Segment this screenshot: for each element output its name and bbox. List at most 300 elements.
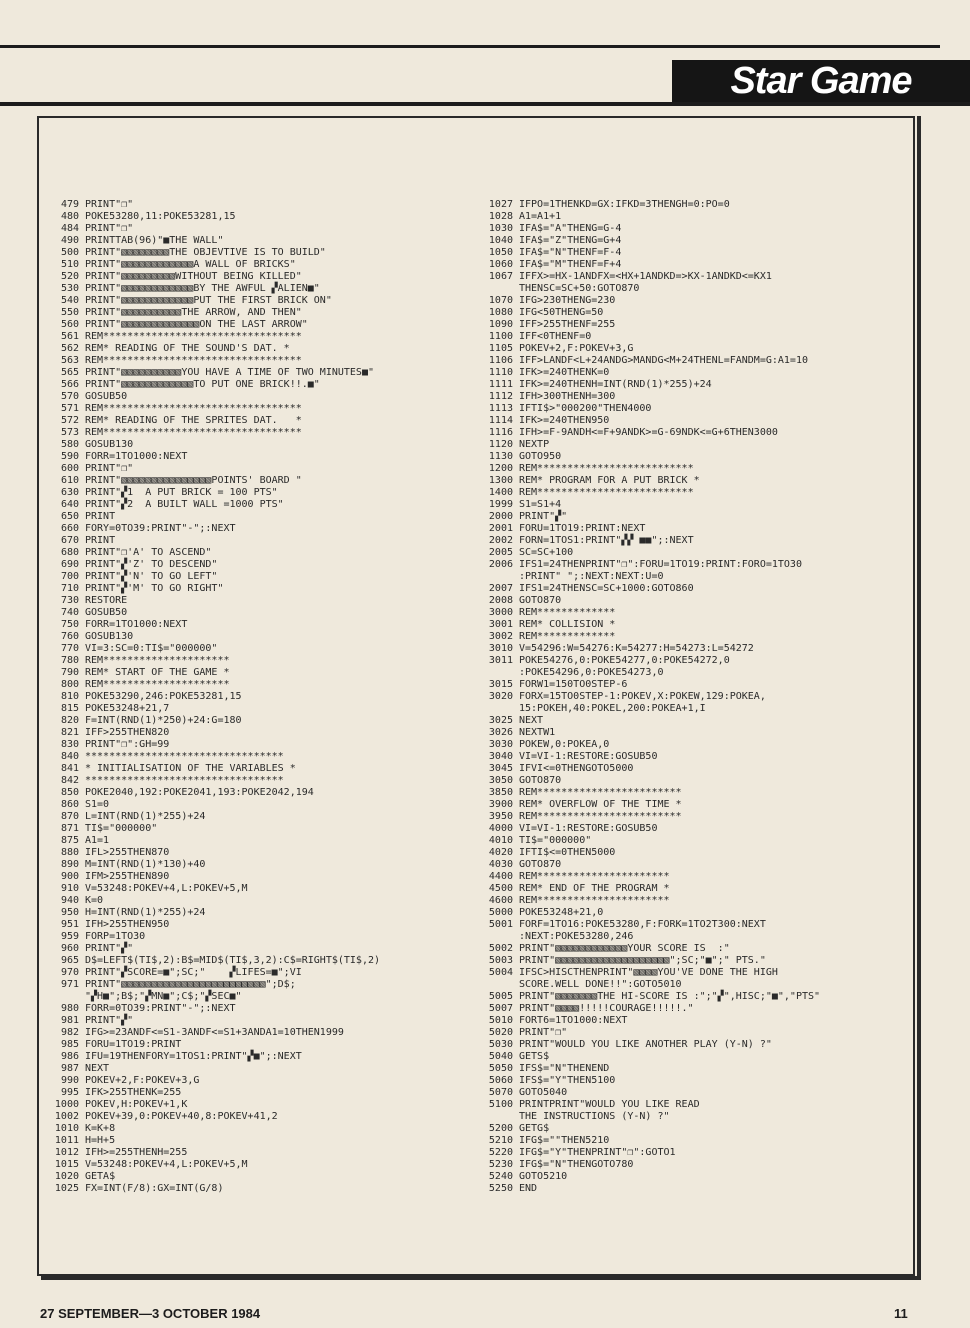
listing-line [482,847,907,859]
listing-line [48,655,466,667]
line-code: TI$="000000" [85,823,158,834]
line-number: 850 [60,787,79,798]
line-code: GOTO5210 [519,1171,568,1182]
listing-line [48,571,466,583]
line-number: 5002 [488,943,513,954]
line-number: 959 [60,931,79,942]
listing-line [482,1147,907,1159]
listing-column-left [48,199,466,1195]
listing-line [48,715,466,727]
line-number: 5030 [488,1039,513,1050]
listing-line [482,559,907,583]
line-number: 971 [60,979,79,990]
line-code: K=0 [85,895,104,906]
line-code: IFS$="Y"THEN5100 [519,1075,616,1086]
line-number: 5004 [488,967,513,978]
line-number: 1130 [488,451,513,462]
line-code: FORU=1TO19:PRINT:NEXT [519,523,646,534]
listing-line [48,967,466,979]
line-number: 821 [60,727,79,738]
line-code: VI=VI-1:RESTORE:GOSUB50 [519,751,658,762]
line-number: 2001 [488,523,513,534]
line-number: 5200 [488,1123,513,1134]
listing-line [48,283,466,295]
line-number: 1200 [488,463,513,474]
line-code: GOSUB130 [85,631,134,642]
listing-line [48,583,466,595]
line-number: 1120 [488,439,513,450]
line-number: 1027 [488,199,513,210]
line-code: IFU=19THENFORY=1TOS1:PRINT"▞■";:NEXT [85,1051,302,1062]
line-number: 1050 [488,247,513,258]
line-number: 550 [60,307,79,318]
listing-line [48,499,466,511]
listing-line [482,235,907,247]
listing-line [482,1123,907,1135]
line-number: 840 [60,751,79,762]
listing-line [482,607,907,619]
line-number: 800 [60,679,79,690]
listing-line [48,799,466,811]
line-number: 5010 [488,1015,513,1026]
line-number: 1060 [488,259,513,270]
line-code: REM************************** [519,487,694,498]
listing-line [48,787,466,799]
line-number: 1111 [488,379,513,390]
line-code: IFTI$<=0THEN5000 [519,847,616,858]
line-code: REM********************* [85,655,230,666]
listing-line [48,979,466,1003]
listing-line [48,943,466,955]
listing-line [482,499,907,511]
line-number: 573 [60,427,79,438]
listing-line [482,415,907,427]
line-code: GETA$ [85,1171,116,1182]
line-number: 5100 [488,1099,513,1110]
line-number: 1114 [488,415,513,426]
listing-line [48,811,466,823]
listing-line [482,955,907,967]
section-banner: Star Game [672,60,970,102]
line-number: 1090 [488,319,513,330]
listing-line [482,787,907,799]
line-number: 1020 [54,1171,79,1182]
line-number: 760 [60,631,79,642]
line-code: PRINT"▧▧▧▧!!!!!COURAGE!!!!!." [519,1003,694,1014]
listing-line [48,1027,466,1039]
line-number: 1070 [488,295,513,306]
line-code: L=INT(RND(1)*255)+24 [85,811,206,822]
line-code: PRINT"▞" [85,1015,134,1026]
listing-line [482,811,907,823]
line-number: 950 [60,907,79,918]
line-code: POKEV+39,0:POKEV+40,8:POKEV+41,2 [85,1111,278,1122]
listing-line [48,679,466,691]
line-code: VI=VI-1:RESTORE:GOSUB50 [519,823,658,834]
listing-line [48,835,466,847]
line-code: VI=3:SC=0:TI$="000000" [85,643,218,654]
line-code: PRINT"▧▧▧▧▧▧▧▧▧▧▧▧▧▧▧▧▧▧▧";SC;"■";" PTS." [519,955,766,966]
listing-line [482,1159,907,1171]
line-code: PRINT"▧▧▧▧▧▧▧▧▧▧THE ARROW, AND THEN" [85,307,302,318]
listing-line [482,1135,907,1147]
listing-line [482,1039,907,1051]
listing-line [482,1051,907,1063]
line-code: PRINT"❐" [519,1027,568,1038]
line-code: PRINT"❐":GH=99 [85,739,170,750]
listing-line [482,715,907,727]
line-code: IFTI$>"000200"THEN4000 [519,403,652,414]
listing-line [48,595,466,607]
line-number: 730 [60,595,79,606]
line-number: 3030 [488,739,513,750]
listing-line [48,919,466,931]
line-code: FORX=15TO0STEP-1:POKEV,X:POKEW,129:POKEA, 15:POKEH,40:POKEL,200:POKEA+1,I [519,691,766,714]
line-code: S1=0 [85,799,110,810]
listing-line [48,667,466,679]
line-code: IFH>300THENH=300 [519,391,616,402]
line-number: 1080 [488,307,513,318]
line-number: 1011 [54,1135,79,1146]
banner-rule [0,102,970,106]
listing-line [48,535,466,547]
listing-line [48,451,466,463]
line-code: PRINT"▞SCORE=■";SC;" ▞LIFES=■";VI [85,967,302,978]
line-code: PRINTPRINT"WOULD YOU LIKE READ THE INSTRUCTIONS (Y-N) ?" [519,1099,700,1122]
listing-line [48,691,466,703]
line-code: REM************* [519,631,616,642]
line-number: 995 [60,1087,79,1098]
line-code: POKE53280,11:POKE53281,15 [85,211,236,222]
listing-box-shadow-bottom [41,1276,921,1280]
line-number: 650 [60,511,79,522]
line-code: IFF<0THENF=0 [519,331,592,342]
line-number: 3002 [488,631,513,642]
line-number: 5230 [488,1159,513,1170]
line-number: 890 [60,859,79,870]
line-code: V=53248:POKEV+4,L:POKEV+5,M [85,1159,248,1170]
listing-line [48,907,466,919]
line-number: 680 [60,547,79,558]
line-code: FORN=1TOS1:PRINT"▞▞ ■■";:NEXT [519,535,694,546]
line-code: GOTO870 [519,859,562,870]
line-code: H=H+5 [85,1135,116,1146]
listing-line [48,523,466,535]
listing-line [48,955,466,967]
line-code: IFA$="Z"THENG=G+4 [519,235,622,246]
line-number: 986 [60,1051,79,1062]
line-number: 563 [60,355,79,366]
line-number: 910 [60,883,79,894]
line-code: REM* START OF THE GAME * [85,667,230,678]
listing-line [482,643,907,655]
listing-line [48,343,466,355]
line-number: 1300 [488,475,513,486]
line-code: PRINT"WOULD YOU LIKE ANOTHER PLAY (Y-N) ?" [519,1039,772,1050]
line-code: PRINT"▧▧▧▧▧▧▧▧▧▧▧▧A WALL OF BRICKS" [85,259,296,270]
listing-line [482,271,907,295]
line-number: 1112 [488,391,513,402]
line-number: 2008 [488,595,513,606]
line-code: POKEW,0:POKEA,0 [519,739,610,750]
line-code: GOSUB130 [85,439,134,450]
listing-line [48,1099,466,1111]
line-number: 1067 [488,271,513,282]
line-code: FORR=1TO1000:NEXT [85,619,188,630]
listing-line [482,211,907,223]
line-code: GOTO950 [519,451,562,462]
line-number: 2002 [488,535,513,546]
listing-line [48,463,466,475]
line-number: 951 [60,919,79,930]
line-number: 479 [60,199,79,210]
line-code: POKE2040,192:POKE2041,193:POKE2042,194 [85,787,314,798]
line-code: GETS$ [519,1051,550,1062]
line-number: 841 [60,763,79,774]
line-number: 880 [60,847,79,858]
listing-line [48,403,466,415]
listing-line [482,775,907,787]
listing-line [48,211,466,223]
listing-line [482,1003,907,1015]
listing-line [482,871,907,883]
line-code: REM* OVERFLOW OF THE TIME * [519,799,682,810]
listing-line [482,523,907,535]
line-number: 3900 [488,799,513,810]
line-number: 750 [60,619,79,630]
listing-line [48,739,466,751]
line-code: F=INT(RND(1)*250)+24:G=180 [85,715,242,726]
line-code: PRINT"▧▧▧▧▧▧▧▧▧▧▧▧▧▧▧▧▧▧▧▧▧▧▧▧";D$; "▞H■";B$;"▞MN■";C$;"▞SEC■" [85,979,296,1002]
line-number: 510 [60,259,79,270]
listing-line [48,775,466,787]
line-code: IFG$="N"THENGOTO780 [519,1159,634,1170]
listing-line [48,619,466,631]
listing-line [48,379,466,391]
line-code: K=K+8 [85,1123,116,1134]
line-code: FORW1=150TO0STEP-6 [519,679,628,690]
line-number: 520 [60,271,79,282]
line-number: 5040 [488,1051,513,1062]
line-number: 871 [60,823,79,834]
line-number: 480 [60,211,79,222]
line-code: REM********************* [85,679,230,690]
listing-line [48,355,466,367]
listing-line [482,727,907,739]
line-code: IFM>255THEN890 [85,871,170,882]
line-number: 5240 [488,1171,513,1182]
line-number: 1106 [488,355,513,366]
line-number: 5007 [488,1003,513,1014]
line-code: PRINT"▞1 A PUT BRICK = 100 PTS" [85,487,278,498]
line-code: PRINT"▧▧▧▧▧▧▧THE HI-SCORE IS :";"▞",HISC;"■","PTS" [519,991,821,1002]
listing-line [482,883,907,895]
line-code: SC=SC+100 [519,547,574,558]
line-code: END [519,1183,538,1194]
listing-line [48,703,466,715]
line-number: 3045 [488,763,513,774]
listing-box-shadow-right [917,116,921,1280]
listing-line [482,595,907,607]
line-code: IFF>255THEN820 [85,727,170,738]
line-number: 830 [60,739,79,750]
listing-line [48,1123,466,1135]
listing-line [48,1015,466,1027]
listing-line [48,1135,466,1147]
listing-line [482,547,907,559]
line-code: PRINT"▧▧▧▧▧▧▧▧▧▧▧▧PUT THE FIRST BRICK ON" [85,295,332,306]
listing-line [48,1159,466,1171]
line-number: 5000 [488,907,513,918]
line-number: 1030 [488,223,513,234]
listing-line [482,619,907,631]
line-number: 580 [60,439,79,450]
line-code: PRINT [85,511,116,522]
line-number: 4030 [488,859,513,870]
line-code: GOSUB50 [85,607,128,618]
line-code: NEXT [85,1063,110,1074]
listing-line [482,739,907,751]
listing-line [48,427,466,439]
line-number: 1100 [488,331,513,342]
line-code: IFL>255THEN870 [85,847,170,858]
line-code: V=53248:POKEV+4,L:POKEV+5,M [85,883,248,894]
line-number: 710 [60,583,79,594]
line-number: 2007 [488,583,513,594]
line-code: IFK>255THENK=255 [85,1087,182,1098]
listing-line [482,391,907,403]
listing-line [482,823,907,835]
listing-line [48,1171,466,1183]
line-number: 5210 [488,1135,513,1146]
line-number: 982 [60,1027,79,1038]
line-code: FORY=0TO39:PRINT"-";:NEXT [85,523,236,534]
listing-line [482,343,907,355]
line-code: PRINT"▞" [85,943,134,954]
listing-line [482,1099,907,1123]
listing-line [48,1147,466,1159]
line-code: FORT6=1TO1000:NEXT [519,1015,628,1026]
line-number: 780 [60,655,79,666]
line-code: IFS1=24THENPRINT"❐":FORU=1TO19:PRINT:FORO=1TO30 :PRINT" ";:NEXT:NEXT:U=0 [519,559,802,582]
line-number: 3026 [488,727,513,738]
listing-line [48,643,466,655]
listing-line [482,835,907,847]
line-code: FORP=1TO30 [85,931,146,942]
listing-line [48,391,466,403]
line-number: 4020 [488,847,513,858]
line-number: 770 [60,643,79,654]
listing-line [48,895,466,907]
listing-line [48,511,466,523]
line-code: TI$="000000" [519,835,592,846]
listing-line [482,355,907,367]
line-number: 1015 [54,1159,79,1170]
line-code: REM************************** [519,463,694,474]
line-number: 5050 [488,1063,513,1074]
line-code: IFA$="N"THENF=F-4 [519,247,622,258]
line-code: PRINT"▧▧▧▧▧▧▧▧▧▧▧▧TO PUT ONE BRICK!!.■" [85,379,320,390]
listing-line [482,1027,907,1039]
listing-line [48,319,466,331]
line-code: IFS$="N"THENEND [519,1063,610,1074]
listing-line [48,607,466,619]
line-number: 960 [60,943,79,954]
listing-line [482,991,907,1003]
line-code: REM********************************* [85,355,302,366]
listing-line [482,223,907,235]
line-code: IFG>230THENG=230 [519,295,616,306]
line-number: 3010 [488,643,513,654]
line-number: 5005 [488,991,513,1002]
line-number: 2000 [488,511,513,522]
line-code: A1=A1+1 [519,211,562,222]
line-number: 530 [60,283,79,294]
line-number: 740 [60,607,79,618]
line-code: PRINT"▧▧▧▧▧▧▧▧▧WITHOUT BEING KILLED" [85,271,302,282]
line-number: 1012 [54,1147,79,1158]
listing-line [482,463,907,475]
listing-line [482,379,907,391]
line-code: POKE54276,0:POKE54277,0:POKE54272,0 :POKE54296,0:POKE54273,0 [519,655,730,678]
listing-line [482,859,907,871]
line-number: 3950 [488,811,513,822]
line-code: PRINT [85,535,116,546]
line-code: PRINT"❐" [85,223,134,234]
line-number: 560 [60,319,79,330]
listing-line [482,1087,907,1099]
line-code: GOTO5040 [519,1087,568,1098]
line-code: PRINT"❐" [85,463,134,474]
listing-line [482,307,907,319]
line-code: IFA$="M"THENF=F+4 [519,259,622,270]
listing-line [482,943,907,955]
page-number: 11 [894,1306,908,1321]
line-code: A1=1 [85,835,110,846]
listing-line [48,1111,466,1123]
listing-line [48,547,466,559]
line-code: PRINT"▞'N' TO GO LEFT" [85,571,218,582]
listing-line [482,751,907,763]
line-number: 3850 [488,787,513,798]
line-number: 1028 [488,211,513,222]
listing-line [482,919,907,943]
line-number: 660 [60,523,79,534]
line-code: IFSC>HISCTHENPRINT"▧▧▧▧YOU'VE DONE THE HIGH SCORE.WELL DONE!!":GOTO5010 [519,967,778,990]
line-code: IFF>LANDF<L+24ANDG>MANDG<M+24THENL=FANDM=G:A1=10 [519,355,808,366]
line-code: M=INT(RND(1)*130)+40 [85,859,206,870]
listing-line [48,439,466,451]
line-number: 4600 [488,895,513,906]
line-number: 820 [60,715,79,726]
line-code: GETG$ [519,1123,550,1134]
listing-line [48,1051,466,1063]
line-code: REM************************ [519,811,682,822]
line-code: ********************************* [85,751,284,762]
line-number: 5001 [488,919,513,930]
listing-line [48,1039,466,1051]
listing-line [482,763,907,775]
line-number: 500 [60,247,79,258]
line-number: 566 [60,379,79,390]
listing-line [48,631,466,643]
listing-line [48,559,466,571]
line-code: IFG<50THENG=50 [519,307,604,318]
listing-line [48,475,466,487]
listing-line [48,883,466,895]
line-code: RESTORE [85,595,128,606]
listing-line [48,247,466,259]
